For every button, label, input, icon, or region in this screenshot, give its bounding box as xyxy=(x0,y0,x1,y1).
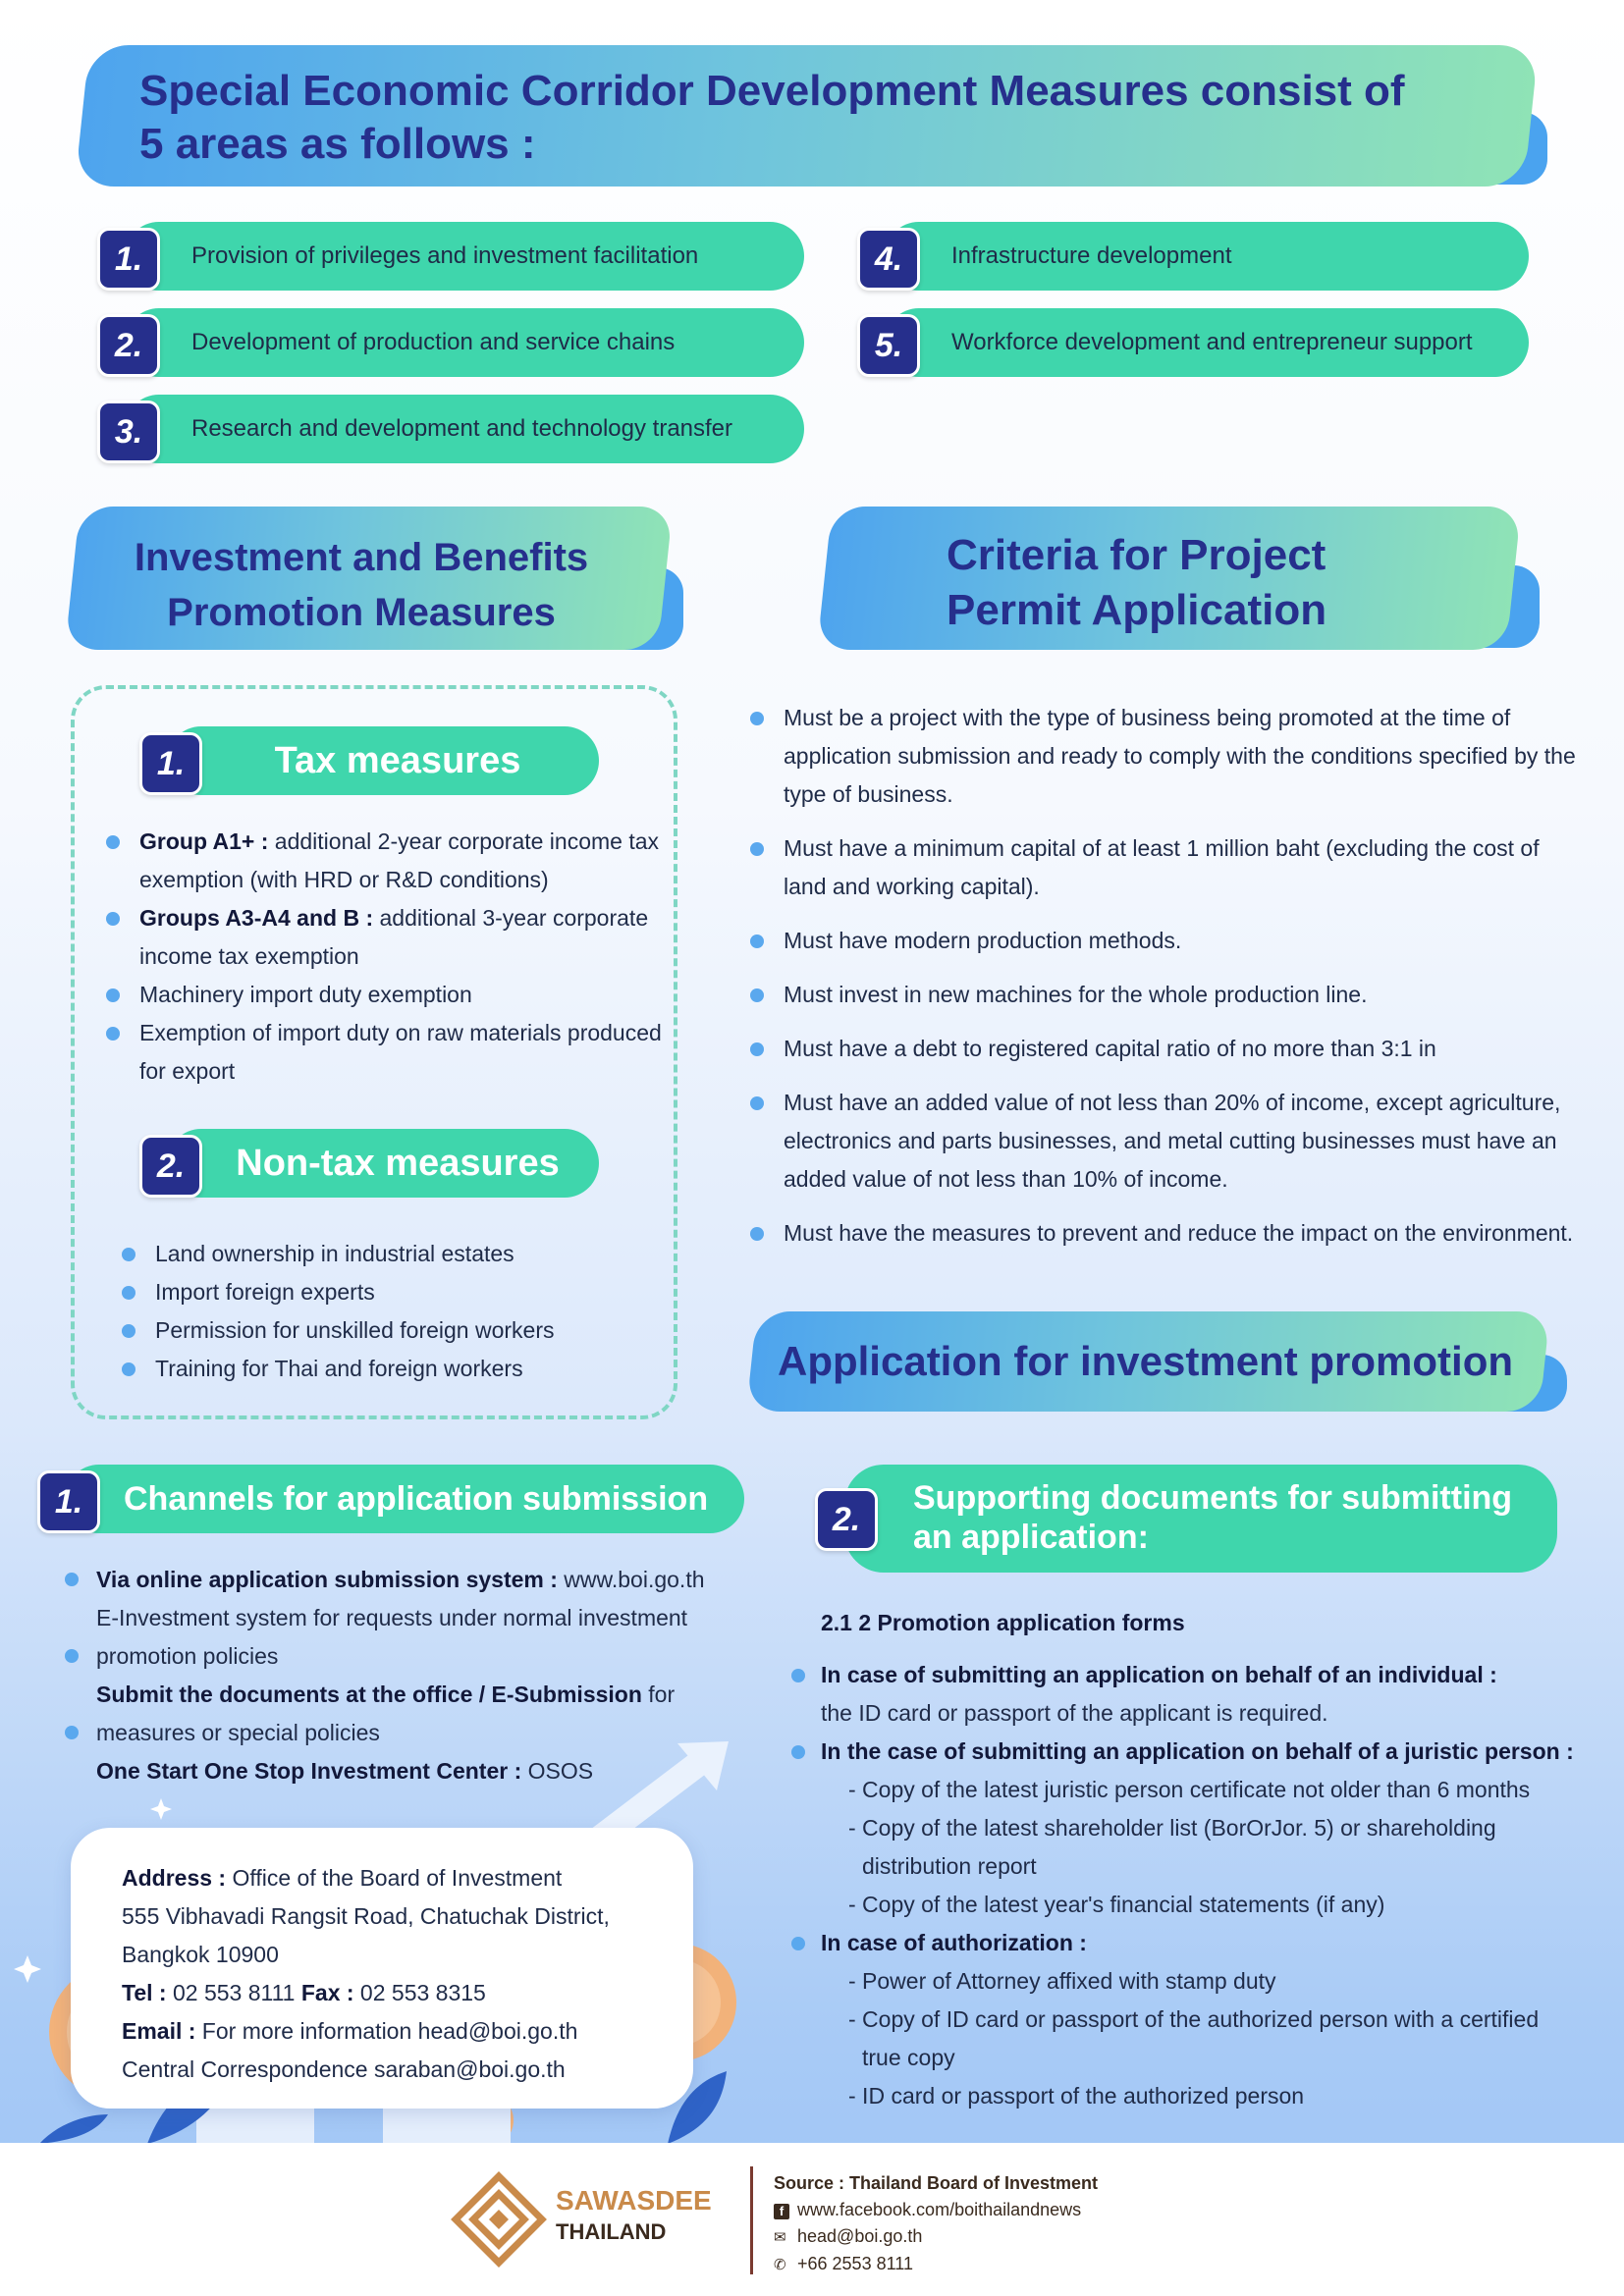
address-line: Bangkok 10900 xyxy=(122,1942,279,1967)
list-item: Must have the measures to prevent and reduce the impact on the environment. xyxy=(746,1214,1581,1253)
number-badge: 1. xyxy=(37,1470,100,1533)
documents-header xyxy=(815,1465,1557,1573)
email-line: Email : For more information head@boi.go.th xyxy=(122,2018,578,2044)
documents-text xyxy=(791,1604,1597,2115)
list-item: Must have a minimum capital of at least 1 million baht (excluding the cost of land and working capital). xyxy=(746,829,1581,906)
investment-banner xyxy=(65,507,685,652)
juristic-subitem: - Copy of the latest year's financial statements (if any) xyxy=(848,1892,1385,1917)
individual-item: In case of submitting an application on behalf of an individual : xyxy=(791,1656,1597,1694)
source-text: Source : Thailand Board of Investment xyxy=(774,2173,1099,2193)
phone-line: Tel : 02 553 8111 Fax : 02 553 8315 xyxy=(122,1980,486,2005)
phone-line xyxy=(774,2251,1098,2278)
address-card xyxy=(71,1828,693,2109)
address-line: Address : Office of the Board of Investment xyxy=(122,1865,563,1891)
number-badge: 2. xyxy=(97,314,160,377)
email-line xyxy=(774,2223,1098,2251)
channel-line: promotion policies xyxy=(96,1643,279,1669)
area-label: Provision of privileges and investment facilitation xyxy=(191,242,699,269)
authorization-subitem: - Power of Attorney affixed with stamp duty xyxy=(848,1968,1276,1994)
area-item-4 xyxy=(857,222,1529,291)
channel-line: measures or special policies xyxy=(96,1720,380,1745)
logo-text-line1: SAWASDEE xyxy=(556,2185,712,2216)
list-item: Must have an added value of not less than 20% of income, except agriculture, electronics and parts businesses, and metal cutting businesses must have an added value of not less than 10% of income. xyxy=(746,1084,1581,1199)
application-title: Application for investment promotion xyxy=(778,1338,1514,1384)
envelope-icon: ✉ xyxy=(774,2229,786,2246)
area-label: Infrastructure development xyxy=(951,242,1232,269)
number-badge: 4. xyxy=(857,228,920,291)
list-item: Permission for unskilled foreign workers xyxy=(118,1311,658,1350)
application-banner xyxy=(746,1311,1571,1414)
channels-title: Channels for application submission xyxy=(124,1480,709,1518)
address-line: 555 Vibhavadi Rangsit Road, Chatuchak District, xyxy=(122,1903,610,1929)
phone-icon: ✆ xyxy=(774,2257,786,2273)
list-item: Must be a project with the type of business being promoted at the time of application submission and ready to comply with the conditions specified by the type of business. xyxy=(746,699,1581,814)
list-item: Training for Thai and foreign workers xyxy=(118,1350,658,1388)
main-title-line1: Special Economic Corridor Development Measures consist of xyxy=(139,67,1405,115)
list-item: Import foreign experts xyxy=(118,1273,658,1311)
authorization-subitem: true copy xyxy=(862,2045,955,2070)
non-tax-measures-header xyxy=(139,1129,599,1198)
non-tax-measures-title: Non-tax measures xyxy=(236,1143,560,1184)
tax-measures-header xyxy=(139,726,599,795)
channel-line: Via online application submission system : www.boi.go.th xyxy=(96,1567,705,1592)
email-link[interactable]: head@boi.go.th xyxy=(797,2226,923,2246)
tax-measures-list xyxy=(102,823,662,1091)
phone-number: +66 2553 8111 xyxy=(797,2254,913,2273)
list-item: Machinery import duty exemption xyxy=(102,976,662,1014)
list-item: Groups A3-A4 and B : additional 3-year corporate income tax exemption xyxy=(102,899,662,976)
number-badge: 3. xyxy=(97,400,160,463)
facebook-icon: f xyxy=(774,2204,789,2219)
tax-measures-title: Tax measures xyxy=(274,740,521,781)
area-item-1 xyxy=(97,222,804,291)
area-label: Workforce development and entrepreneur support xyxy=(951,329,1473,355)
area-item-3 xyxy=(97,395,804,463)
list-item: Must invest in new machines for the whole production line. xyxy=(746,976,1581,1014)
criteria-list xyxy=(746,699,1581,1253)
area-item-5 xyxy=(857,308,1529,377)
number-badge: 1. xyxy=(139,732,202,795)
juristic-subitem: - Copy of the latest shareholder list (BorOrJor. 5) or shareholding xyxy=(848,1815,1496,1841)
investment-title-line1: Investment and Benefits xyxy=(134,536,589,579)
logo-text-line2: THAILAND xyxy=(556,2219,667,2244)
main-title-line2: 5 areas as follows : xyxy=(139,120,536,168)
non-tax-measures-list xyxy=(118,1235,658,1388)
criteria-title-line2: Permit Application xyxy=(947,586,1327,634)
juristic-subitem: - Copy of the latest juristic person certificate not older than 6 months xyxy=(848,1777,1531,1802)
number-badge: 5. xyxy=(857,314,920,377)
documents-title-line1: Supporting documents for submitting xyxy=(913,1479,1513,1517)
channels-header xyxy=(37,1465,744,1533)
criteria-banner xyxy=(817,507,1542,652)
area-label: Development of production and service chains xyxy=(191,329,676,355)
footer xyxy=(0,2143,1624,2296)
area-item-2 xyxy=(97,308,804,377)
list-item: Must have modern production methods. xyxy=(746,922,1581,960)
forms-line: 2.1 2 Promotion application forms xyxy=(821,1610,1185,1635)
criteria-title-line1: Criteria for Project xyxy=(947,531,1326,579)
number-badge: 2. xyxy=(139,1135,202,1198)
juristic-subitem: distribution report xyxy=(862,1853,1037,1879)
investment-title-line2: Promotion Measures xyxy=(167,591,556,634)
list-item: Land ownership in industrial estates xyxy=(118,1235,658,1273)
channel-line: E-Investment system for requests under normal investment xyxy=(96,1605,688,1630)
main-title-banner xyxy=(75,45,1547,188)
facebook-link[interactable]: www.facebook.com/boithailandnews xyxy=(797,2200,1082,2219)
address-line: Central Correspondence saraban@boi.go.th xyxy=(122,2056,566,2082)
list-item: Must have a debt to registered capital ratio of no more than 3:1 in xyxy=(746,1030,1581,1068)
list-item: Group A1+ : additional 2-year corporate income tax exemption (with HRD or R&D conditions) xyxy=(102,823,662,899)
authorization-item: In case of authorization : xyxy=(791,1924,1597,1962)
authorization-subitem: - ID card or passport of the authorized person xyxy=(848,2083,1305,2109)
facebook-line xyxy=(774,2197,1098,2223)
individual-text: the ID card or passport of the applicant is required. xyxy=(821,1700,1328,1726)
number-badge: 1. xyxy=(97,228,160,291)
channel-line: Submit the documents at the office / E-Submission for xyxy=(96,1682,676,1707)
number-badge: 2. xyxy=(815,1488,878,1551)
footer-divider xyxy=(750,2166,753,2274)
area-label: Research and development and technology transfer xyxy=(191,415,733,442)
sawasdee-logo-icon xyxy=(450,2170,548,2269)
documents-title-line2: an application: xyxy=(913,1519,1149,1556)
authorization-subitem: - Copy of ID card or passport of the authorized person with a certified xyxy=(848,2006,1540,2032)
juristic-item: In the case of submitting an application on behalf of a juristic person : xyxy=(791,1733,1597,1771)
list-item: Exemption of import duty on raw materials produced for export xyxy=(102,1014,662,1091)
channel-line: One Start One Stop Investment Center : OSOS xyxy=(96,1758,594,1784)
